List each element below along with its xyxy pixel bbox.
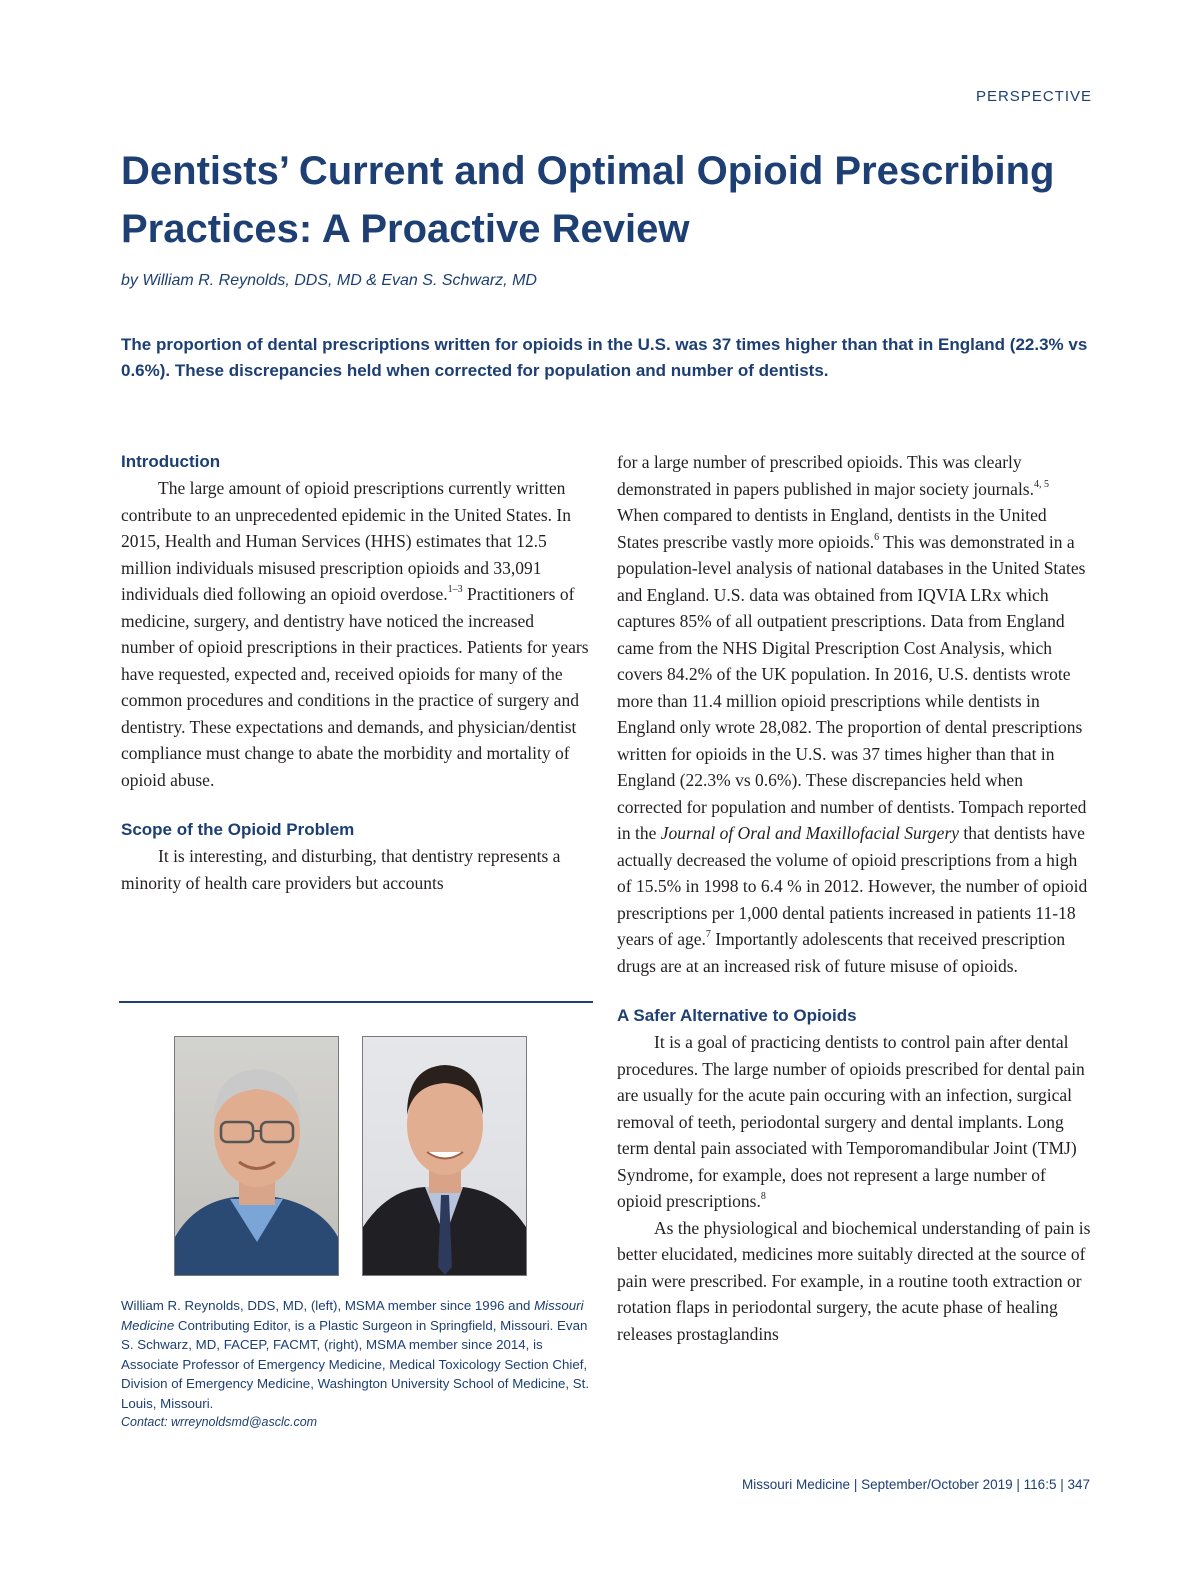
scope-heading: Scope of the Opioid Problem [121, 820, 355, 839]
column-divider [119, 1001, 593, 1003]
right-column [617, 449, 1092, 1347]
introduction-heading: Introduction [121, 452, 221, 471]
reference-marker: 6 [874, 531, 880, 543]
reference-marker: 7 [705, 929, 711, 940]
portrait-illustration [175, 1037, 338, 1275]
photo-caption: William R. Reynolds, DDS, MD, (left), MSMA member since 1996 and Missouri Medicine Contributing Editor, is a Plastic Surgeon in Springfield, Missouri. Evan S. Schwarz, MD, FACEP, FACMT, (right), MSMA member since 2014, is Associate Professor of Emergency Medicine, Medical Toxicology Section Chief, Division of Emergency Medicine, Washington University School of Medicine, St. Louis, Missouri. Contact: wrreynoldsmd@asclc.com [121, 1296, 601, 1433]
introduction-paragraph: The large amount of opioid prescriptions currently written contribute to an unprecedented epidemic in the United States. In 2015, Health and Human Services (HHS) estimates that 12.5 million individuals misused prescription opioids and 33,091 individuals died following an opioid overdose.$^{1-3}$ Practitioners of medicine, surgery, and dentistry have noticed the increased number of opioid prescriptions in their practices. Patients for years have requested, expected and, received opioids for many of the common procedures and conditions in the practice of surgery and dentistry. These expectations and demands, and physician/dentist compliance must change to abate the morbidity and mortality of opioid abuse. [121, 478, 589, 790]
safer-alternative-heading: A Safer Alternative to Opioids [617, 1006, 857, 1025]
reference-marker: 4, 5 [1034, 478, 1049, 490]
reference-marker: 8 [760, 1191, 766, 1202]
reference-marker: 1–3 [447, 584, 463, 595]
journal-name: Journal of Oral and Maxillofacial Surgery [660, 823, 960, 843]
scope-paragraph: It is interesting, and disturbing, that dentistry represents a minority of health care providers but accounts [121, 846, 561, 893]
left-column [121, 449, 591, 896]
pull-quote: The proportion of dental prescriptions written for opioids in the U.S. was 37 times higher than that in England (22.3% vs 0.6%). These discrepancies held when corrected for population and number of dentists. [121, 335, 1088, 380]
safer-paragraph-2: As the physiological and biochemical understanding of pain is better elucidated, medicines more suitably directed at the source of pain were prescribed. For example, in a routine tooth extraction or rotation flaps in periodontal surgery, the acute phase of healing releases prostaglandins [617, 1217, 1091, 1344]
body-paragraph: for a large number of prescribed opioids. This was clearly demonstrated in papers published in major society journals.$^{4, 5}$ When compared to dentists in England, dentists in the United States prescribe vastly more opioids.$^6$ This was demonstrated in a population-level analysis of national databases in the United States and England. U.S. data was obtained from IQVIA LRx which captures 85% of all outpatient prescriptions. Data from England came from the NHS Digital Prescription Cost Analysis, which covers 84.2% of the UK population. In 2016, U.S. dentists wrote more than 11.4 million opioid prescriptions while dentists in England only wrote 28,082. The proportion of dental prescriptions written for opioids in the U.S. was 37 times higher than that in England (22.3% vs 0.6%). These discrepancies held when corrected for population and number of dentists. Tompach reported in the Journal of Oral and Maxillofacial Surgery that dentists have actually decreased the volume of opioid prescriptions from a high of 15.5% in 1998 to 6.4 % in 2012. However, the number of opioid prescriptions per 1,000 dental patients increased in patients 11-18 years of age.$^7$ Importantly adolescents that received prescription drugs are at an increased risk of future misuse of opioids. [617, 452, 1088, 976]
portrait-illustration [363, 1037, 526, 1275]
page-footer: Missouri Medicine | September/October 2019 | 116:5 | 347 [742, 1477, 1090, 1492]
author-photo-reynolds [174, 1036, 339, 1276]
byline: by William R. Reynolds, DDS, MD & Evan S. Schwarz, MD [121, 272, 537, 289]
contact-email: Contact: wrreynoldsmd@asclc.com [121, 1415, 318, 1429]
author-photo-schwarz [362, 1036, 527, 1276]
section-label: PERSPECTIVE [975, 88, 1092, 105]
article-title: Dentists’ Current and Optimal Opioid Prescribing Practices: A Proactive Review [121, 149, 1055, 251]
safer-paragraph-1: It is a goal of practicing dentists to control pain after dental procedures. The large number of opioids prescribed for dental pain are usually for the acute pain occuring with an infection, surgical removal of teeth, periodontal surgery and dental implants. Long term dental pain associated with Temporomandibular Joint (TMJ) Syndrome, for example, does not represent a large number of opioid prescriptions.$^8$ [617, 1032, 1085, 1211]
